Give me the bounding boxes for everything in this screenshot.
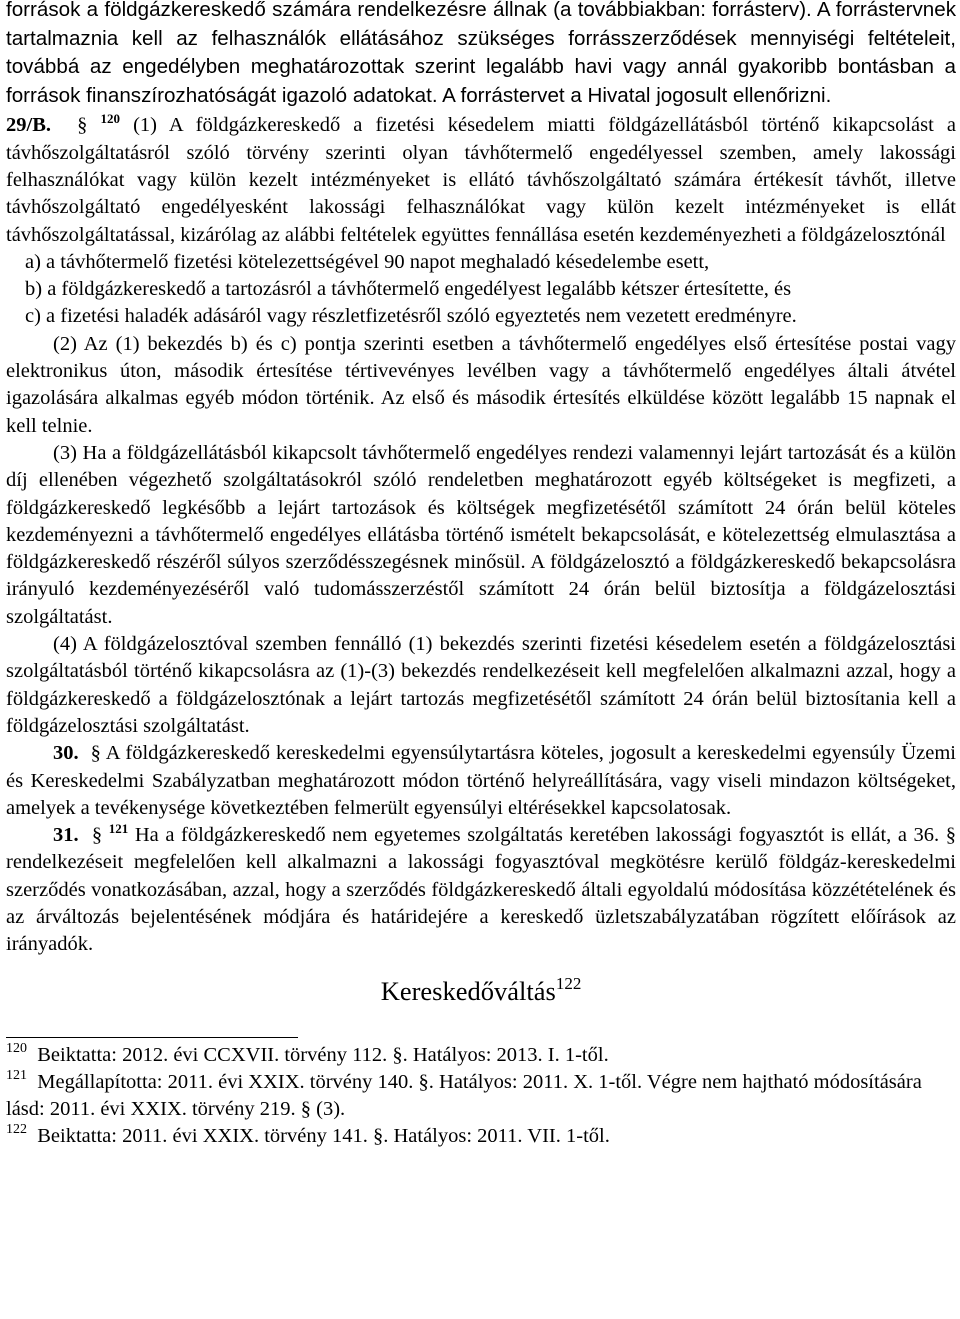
footnotes: [6, 1042, 956, 1151]
section-29b-paragraph-3: (3) Ha a földgázellátásból kikapcsolt távhőtermelő engedélyes rendezi valamennyi lejárt tartozását és a külön díj ellenében végezhető szolgáltatásokról szóló rendeletben meghatározott egyéb költségeket is megfizeti, a földgázkereskedő legkésőbb a lejárt tartozások és költségek megfizetésétől számított 24 órán belül köteles kezdeményezni a távhőtermelő engedélyes ellátásba történő ismételt bekapcsolását, e kötelezettség elmulasztása a földgázkereskedő részéről súlyos szerződésszegésnek minősül. A földgázelosztó a földgázkereskedő bekapcsolásra irányuló kezdeményezéséről való tudomásszerzéstől számított 24 órán belül biztosítja a földgázelosztási szolgáltatást.: [6, 441, 956, 628]
section-heading: [6, 975, 956, 1007]
footnote-ref: 122: [555, 973, 582, 993]
footnote-text: Megállapította: 2011. évi XXIX. törvény 140. §. Hatályos: 2011. X. 1-től. Végre nem hajtható módosítására lásd: 2011. évi XXIX. törvény 219. § (3).: [6, 1070, 922, 1121]
paragraph-text: Ha a földgázkereskedő nem egyetemes szolgáltatás keretében lakossági fogyasztót is ellát, a 36. § rendelkezéseit megfelelően kell alkalmazni a lakossági fogyasztóval megkötésre kerülő földgáz-kereskedelmi szerződés vonatkozásában, azzal, hogy a szerződés földgázkereskedő általi egyoldalú módosítása közzétételének és az árváltozás bejelentésének módjára és határidejére a kereskedő üzletszabályzatában rögzített előírások az irányadók.: [6, 824, 957, 956]
forrasterv-paragraph: források a földgázkereskedő számára rendelkezésre állnak (a továbbiakban: forrásterv). A forrástervnek tartalmaznia kell az felhasználók ellátásához szükséges forrásszerződések mennyiségi feltételeit, továbbá az engedélyben meghatározottak szerint legalább havi vagy annál gyakoribb bontásban a források finanszírozhatóságát igazoló adatokat. A forrástervet a Hivatal jogosult ellenőrizni.: [6, 0, 956, 107]
section-sign: §: [90, 742, 101, 765]
footnote-divider: [6, 1037, 298, 1038]
paragraph-text: A földgázkereskedő kereskedelmi egyensúlytartásra köteles, jogosult a kereskedelmi egyensúly Üzemi és Kereskedelmi Szabályzatban meghatározott módon történő helyreállítására, vagy viseli mindazon költségeket, amelyek a tevékenysége következtében felmerült egyensúlyi eltérésekkel kapcsolatosak.: [6, 742, 957, 819]
document-page: [6, 0, 956, 1151]
list-item-a: a) a távhőtermelő fizetési kötelezettségével 90 napot meghaladó késedelembe esett,: [25, 250, 710, 273]
section-number: 29/B.: [6, 114, 51, 137]
section-29b-paragraph-4: (4) A földgázelosztóval szemben fennálló (1) bekezdés szerinti fizetési késedelem esetén a földgázelosztási szolgáltatásból történő kikapcsolásra az (1)-(3) bekezdés rendelkezéseit kell megfelelően alkalmazni azzal, hogy a földgázkereskedő a földgázelosztónak a lejárt tartozás megfizetésétől számított 24 órán belül biztosítania kell a földgázelosztási szolgáltatást.: [6, 633, 956, 737]
footnote-ref: 121: [108, 821, 129, 837]
section-sign: §: [91, 824, 103, 847]
list-item-c: c) a fizetési haladék adásáról vagy részletfizetésről szóló egyeztetés nem vezetett eredményre.: [25, 305, 797, 328]
section-30-paragraph: [6, 740, 956, 822]
heading-title: Kereskedőváltás: [380, 975, 556, 1006]
footnote-121: [6, 1069, 956, 1124]
footnote-text: Beiktatta: 2011. évi XXIX. törvény 141. §. Hatályos: 2011. VII. 1-től.: [37, 1125, 610, 1148]
footnote-number: 121: [6, 1067, 27, 1083]
section-29b-paragraph-2: (2) Az (1) bekezdés b) és c) pontja szerinti esetben a távhőtermelő engedélyes első értesítése postai vagy elektronikus úton, második értesítése tértivevényes levélben vagy a távhőtermelő engedélyes általi átvétel igazolására alkalmas egyéb módon történik. Az első és második értesítés elküldése között legalább 15 napnak el kell telnie.: [6, 332, 956, 437]
footnote-ref: 120: [100, 111, 120, 127]
section-number: 31.: [53, 824, 79, 847]
section-30: [6, 740, 956, 822]
paragraph-text: (1) A földgázkereskedő a fizetési késedelem miatti földgázellátásból történő kikapcsolást a távhőszolgáltatásról szóló törvény szerinti olyan távhőtermelő engedélyessel szemben, amely lakossági felhasználókat vagy külön kezelt intézményeket is ellátó távhőszolgáltató számára értékesít távhőt, illetve távhőszolgáltató engedélyesként lakossági felhasználókat vagy külön kezelt intézményeket is ellát távhőszolgáltatással, kizárólag az alábbi feltételek együttes fennállása esetén kezdeményezheti a földgázelosztónál: [6, 114, 956, 246]
list-item-b: b) a földgázkereskedő a tartozásról a távhőtermelő engedélyest legalább kétszer értesítette, és: [25, 278, 792, 301]
section-31-paragraph: [6, 822, 956, 958]
section-sign: §: [77, 114, 88, 137]
section-29b-paragraph-1: [6, 112, 956, 248]
footnote-text: Beiktatta: 2012. évi CCXVII. törvény 112. §. Hatályos: 2013. I. 1-től.: [37, 1043, 609, 1066]
footnote-number: 122: [6, 1122, 27, 1138]
section-31: [6, 822, 956, 958]
footnote-number: 120: [6, 1040, 27, 1056]
section-29b: [6, 112, 956, 740]
footnote-122: [6, 1123, 956, 1150]
section-number: 30.: [53, 742, 79, 765]
footnote-120: [6, 1042, 956, 1069]
